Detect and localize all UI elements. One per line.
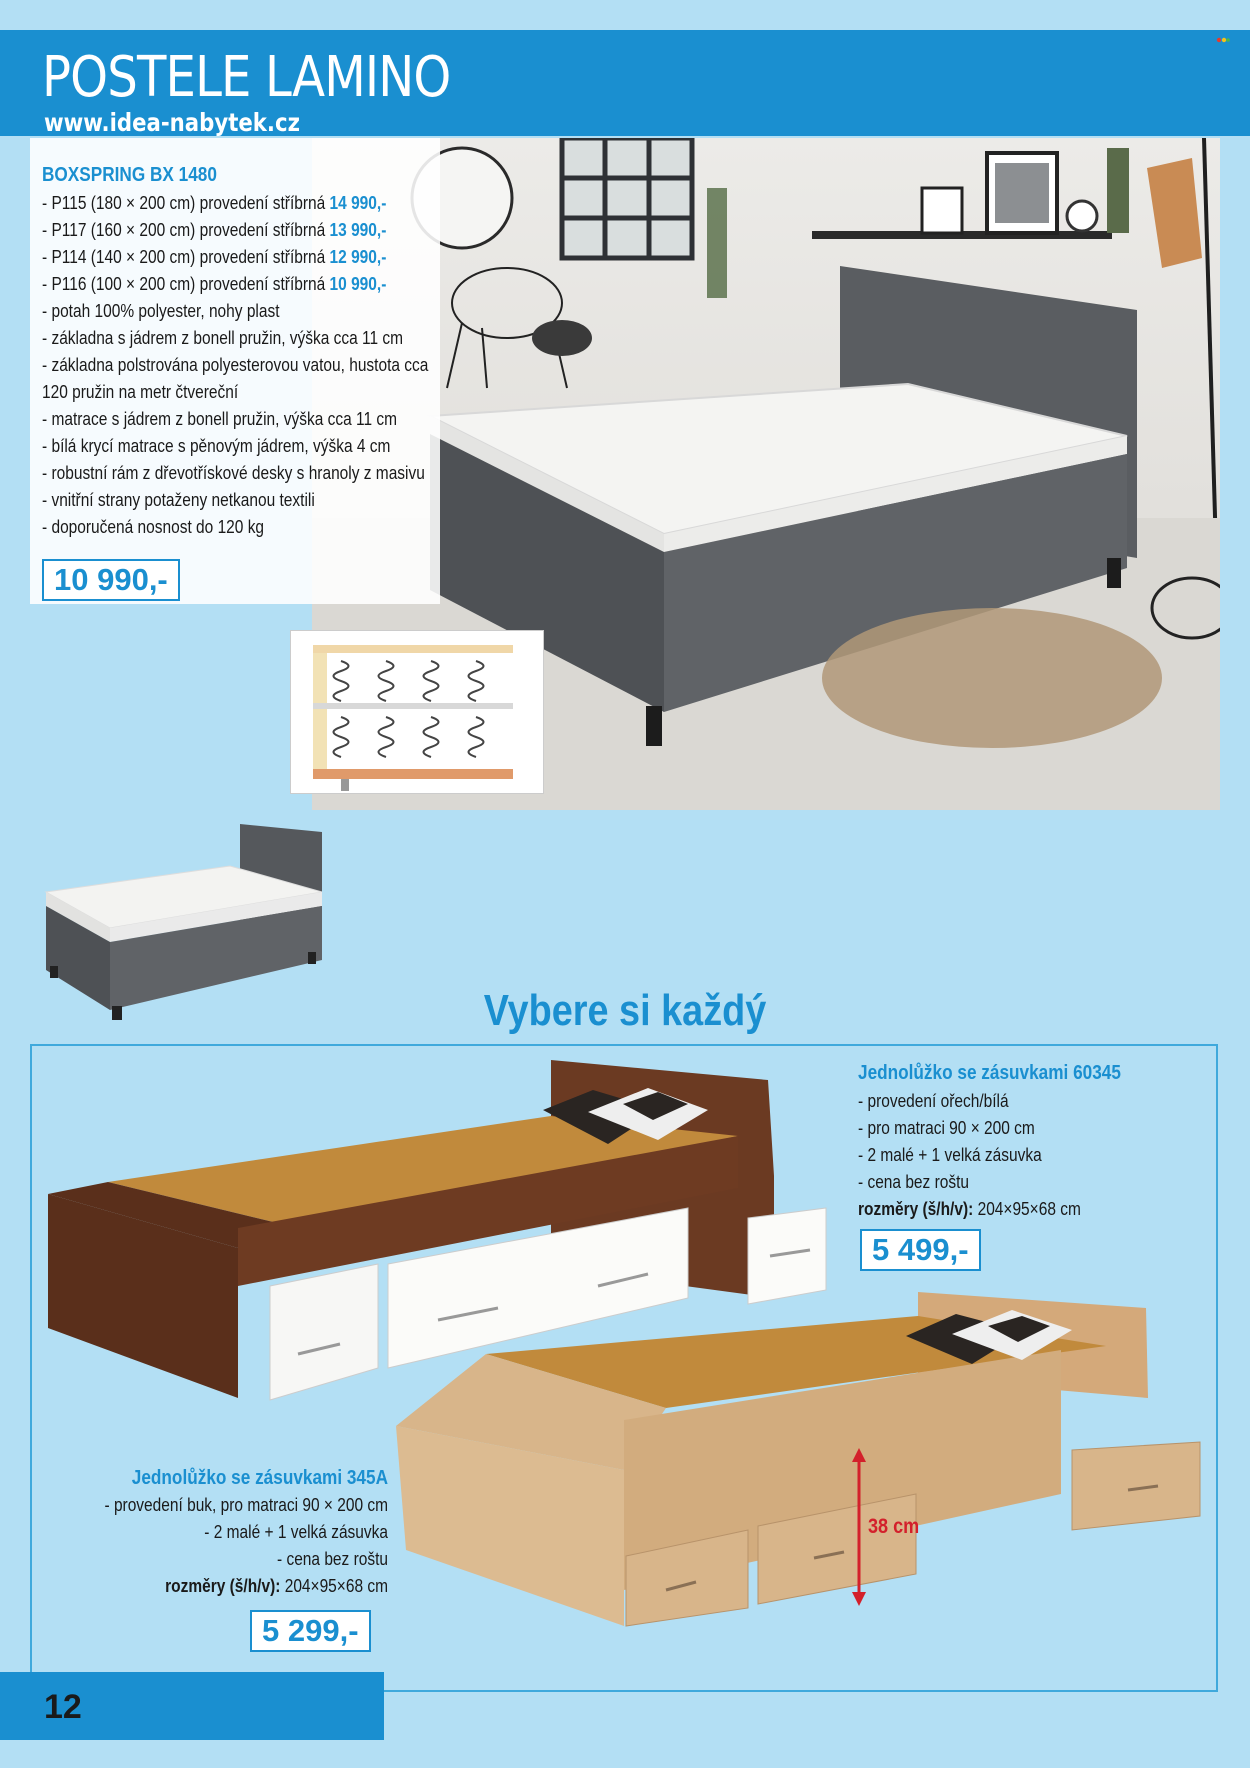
variant-label: - P115 (180 × 200 cm) provedení stříbrná — [42, 193, 330, 213]
feature-line: - cena bez roštu — [858, 1172, 970, 1192]
dimensions-line — [92, 1573, 388, 1600]
feature-line: - 2 malé + 1 velká zásuvka — [204, 1522, 388, 1542]
page-number: 12 — [44, 1688, 82, 1726]
variant-row — [42, 271, 386, 298]
variant-row — [42, 190, 386, 217]
feature-line: - potah 100% polyester, nohy plast — [42, 301, 280, 321]
feature-line: - vnitřní strany potaženy netkanou textili — [42, 490, 315, 510]
feature-line: - 2 malé + 1 velká zásuvka — [858, 1145, 1042, 1165]
variant-row — [42, 244, 386, 271]
feature-line: - doporučená nosnost do 120 kg — [42, 517, 265, 537]
variant-label: - P116 (100 × 200 cm) provedení stříbrná — [42, 274, 330, 294]
height-measure-label: 38 cm — [868, 1515, 920, 1538]
variant-label: - P117 (160 × 200 cm) provedení stříbrná — [42, 220, 330, 240]
feature-line: - matrace s jádrem z bonell pružin, výška cca 11 cm — [42, 409, 398, 429]
slogan-heading: Vybere si každý — [483, 986, 767, 1035]
bed-60345-price-box: 5 499,- — [860, 1229, 981, 1271]
feature-line: - pro matraci 90 × 200 cm — [858, 1118, 1035, 1138]
feature-line: - provedení ořech/bílá — [858, 1091, 1009, 1111]
feature-line: - základna s jádrem z bonell pružin, výška cca 11 cm — [42, 328, 404, 348]
variant-price: 10 990,- — [329, 274, 387, 294]
variant-label: - P114 (140 × 200 cm) provedení stříbrná — [42, 247, 330, 267]
variant-price: 13 990,- — [329, 220, 387, 240]
brand-dots-icon — [1216, 36, 1230, 44]
bed-345a-price-box: 5 299,- — [250, 1610, 371, 1652]
website-url[interactable]: www.idea-nabytek.cz — [44, 108, 300, 137]
bed-60345-name: Jednolůžko se zásuvkami 60345 — [858, 1062, 1121, 1084]
dimensions-value: 204×95×68 cm — [280, 1576, 388, 1596]
bed-345a-text-block — [44, 1464, 388, 1600]
dimensions-line — [858, 1196, 1081, 1223]
dimensions-label: rozměry (š/h/v): — [165, 1576, 281, 1596]
spring-cross-section-image — [290, 630, 544, 794]
feature-line: - cena bez roštu — [276, 1549, 388, 1569]
dimensions-value: 204×95×68 cm — [973, 1199, 1081, 1219]
bed-345a-image — [396, 1290, 1204, 1640]
variant-price: 12 990,- — [329, 247, 387, 267]
variant-row — [42, 217, 386, 244]
feature-line: - provedení buk, pro matraci 90 × 200 cm — [104, 1495, 389, 1515]
variant-price: 14 990,- — [329, 193, 387, 213]
bed-345a-name: Jednolůžko se zásuvkami 345A — [131, 1467, 388, 1489]
feature-line: - bílá krycí matrace s pěnovým jádrem, výška 4 cm — [42, 436, 391, 456]
dimensions-label: rozměry (š/h/v): — [858, 1199, 974, 1219]
feature-line: - robustní rám z dřevotřískové desky s hranoly z masivu — [42, 463, 425, 483]
feature-line: - základna polstrována polyesterovou vatou, hustota cca — [42, 355, 429, 375]
boxspring-name: BOXSPRING BX 1480 — [42, 164, 217, 186]
spring-diagram-icon — [291, 631, 543, 793]
feature-line: 120 pružin na metr čtvereční — [42, 382, 239, 402]
boxspring-price-box: 10 990,- — [42, 559, 180, 601]
page-title: POSTELE LAMINO — [42, 45, 451, 110]
